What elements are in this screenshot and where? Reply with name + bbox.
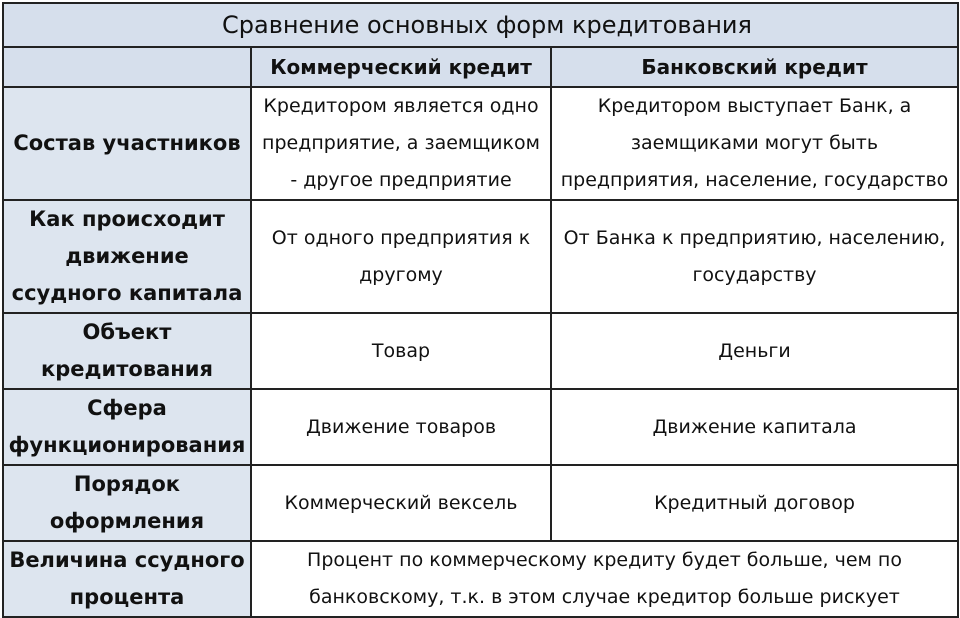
cell-credit-object-commercial: Товар xyxy=(251,313,551,389)
cell-participants-bank: Кредитором выступает Банк, а заемщиками могут быть предприятия, население, государство xyxy=(551,87,958,200)
cell-capital-movement-bank: От Банка к предприятию, населению, государству xyxy=(551,200,958,313)
header-corner xyxy=(3,47,251,87)
row-label-credit-object: Объект кредитования xyxy=(3,313,251,389)
cell-sphere-commercial: Движение товаров xyxy=(251,389,551,465)
cell-credit-object-bank: Деньги xyxy=(551,313,958,389)
cell-participants-commercial: Кредитором является одно предприятие, а заемщиком - другое предприятие xyxy=(251,87,551,200)
row-label-interest-rate: Величина ссудного процента xyxy=(3,541,251,617)
header-bank-credit: Банковский кредит xyxy=(551,47,958,87)
cell-registration-commercial: Коммерческий вексель xyxy=(251,465,551,541)
table-title: Сравнение основных форм кредитования xyxy=(3,3,958,47)
cell-capital-movement-commercial: От одного предприятия к другому xyxy=(251,200,551,313)
cell-sphere-bank: Движение капитала xyxy=(551,389,958,465)
header-commercial-credit: Коммерческий кредит xyxy=(251,47,551,87)
comparison-table xyxy=(2,2,959,618)
row-label-sphere: Сфера функционирования xyxy=(3,389,251,465)
cell-interest-rate-merged: Процент по коммерческому кредиту будет больше, чем по банковскому, т.к. в этом случае кредитор больше рискует xyxy=(251,541,958,617)
row-label-registration: Порядок оформления xyxy=(3,465,251,541)
row-label-participants: Состав участников xyxy=(3,87,251,200)
row-label-capital-movement: Как происходит движение ссудного капитала xyxy=(3,200,251,313)
cell-registration-bank: Кредитный договор xyxy=(551,465,958,541)
